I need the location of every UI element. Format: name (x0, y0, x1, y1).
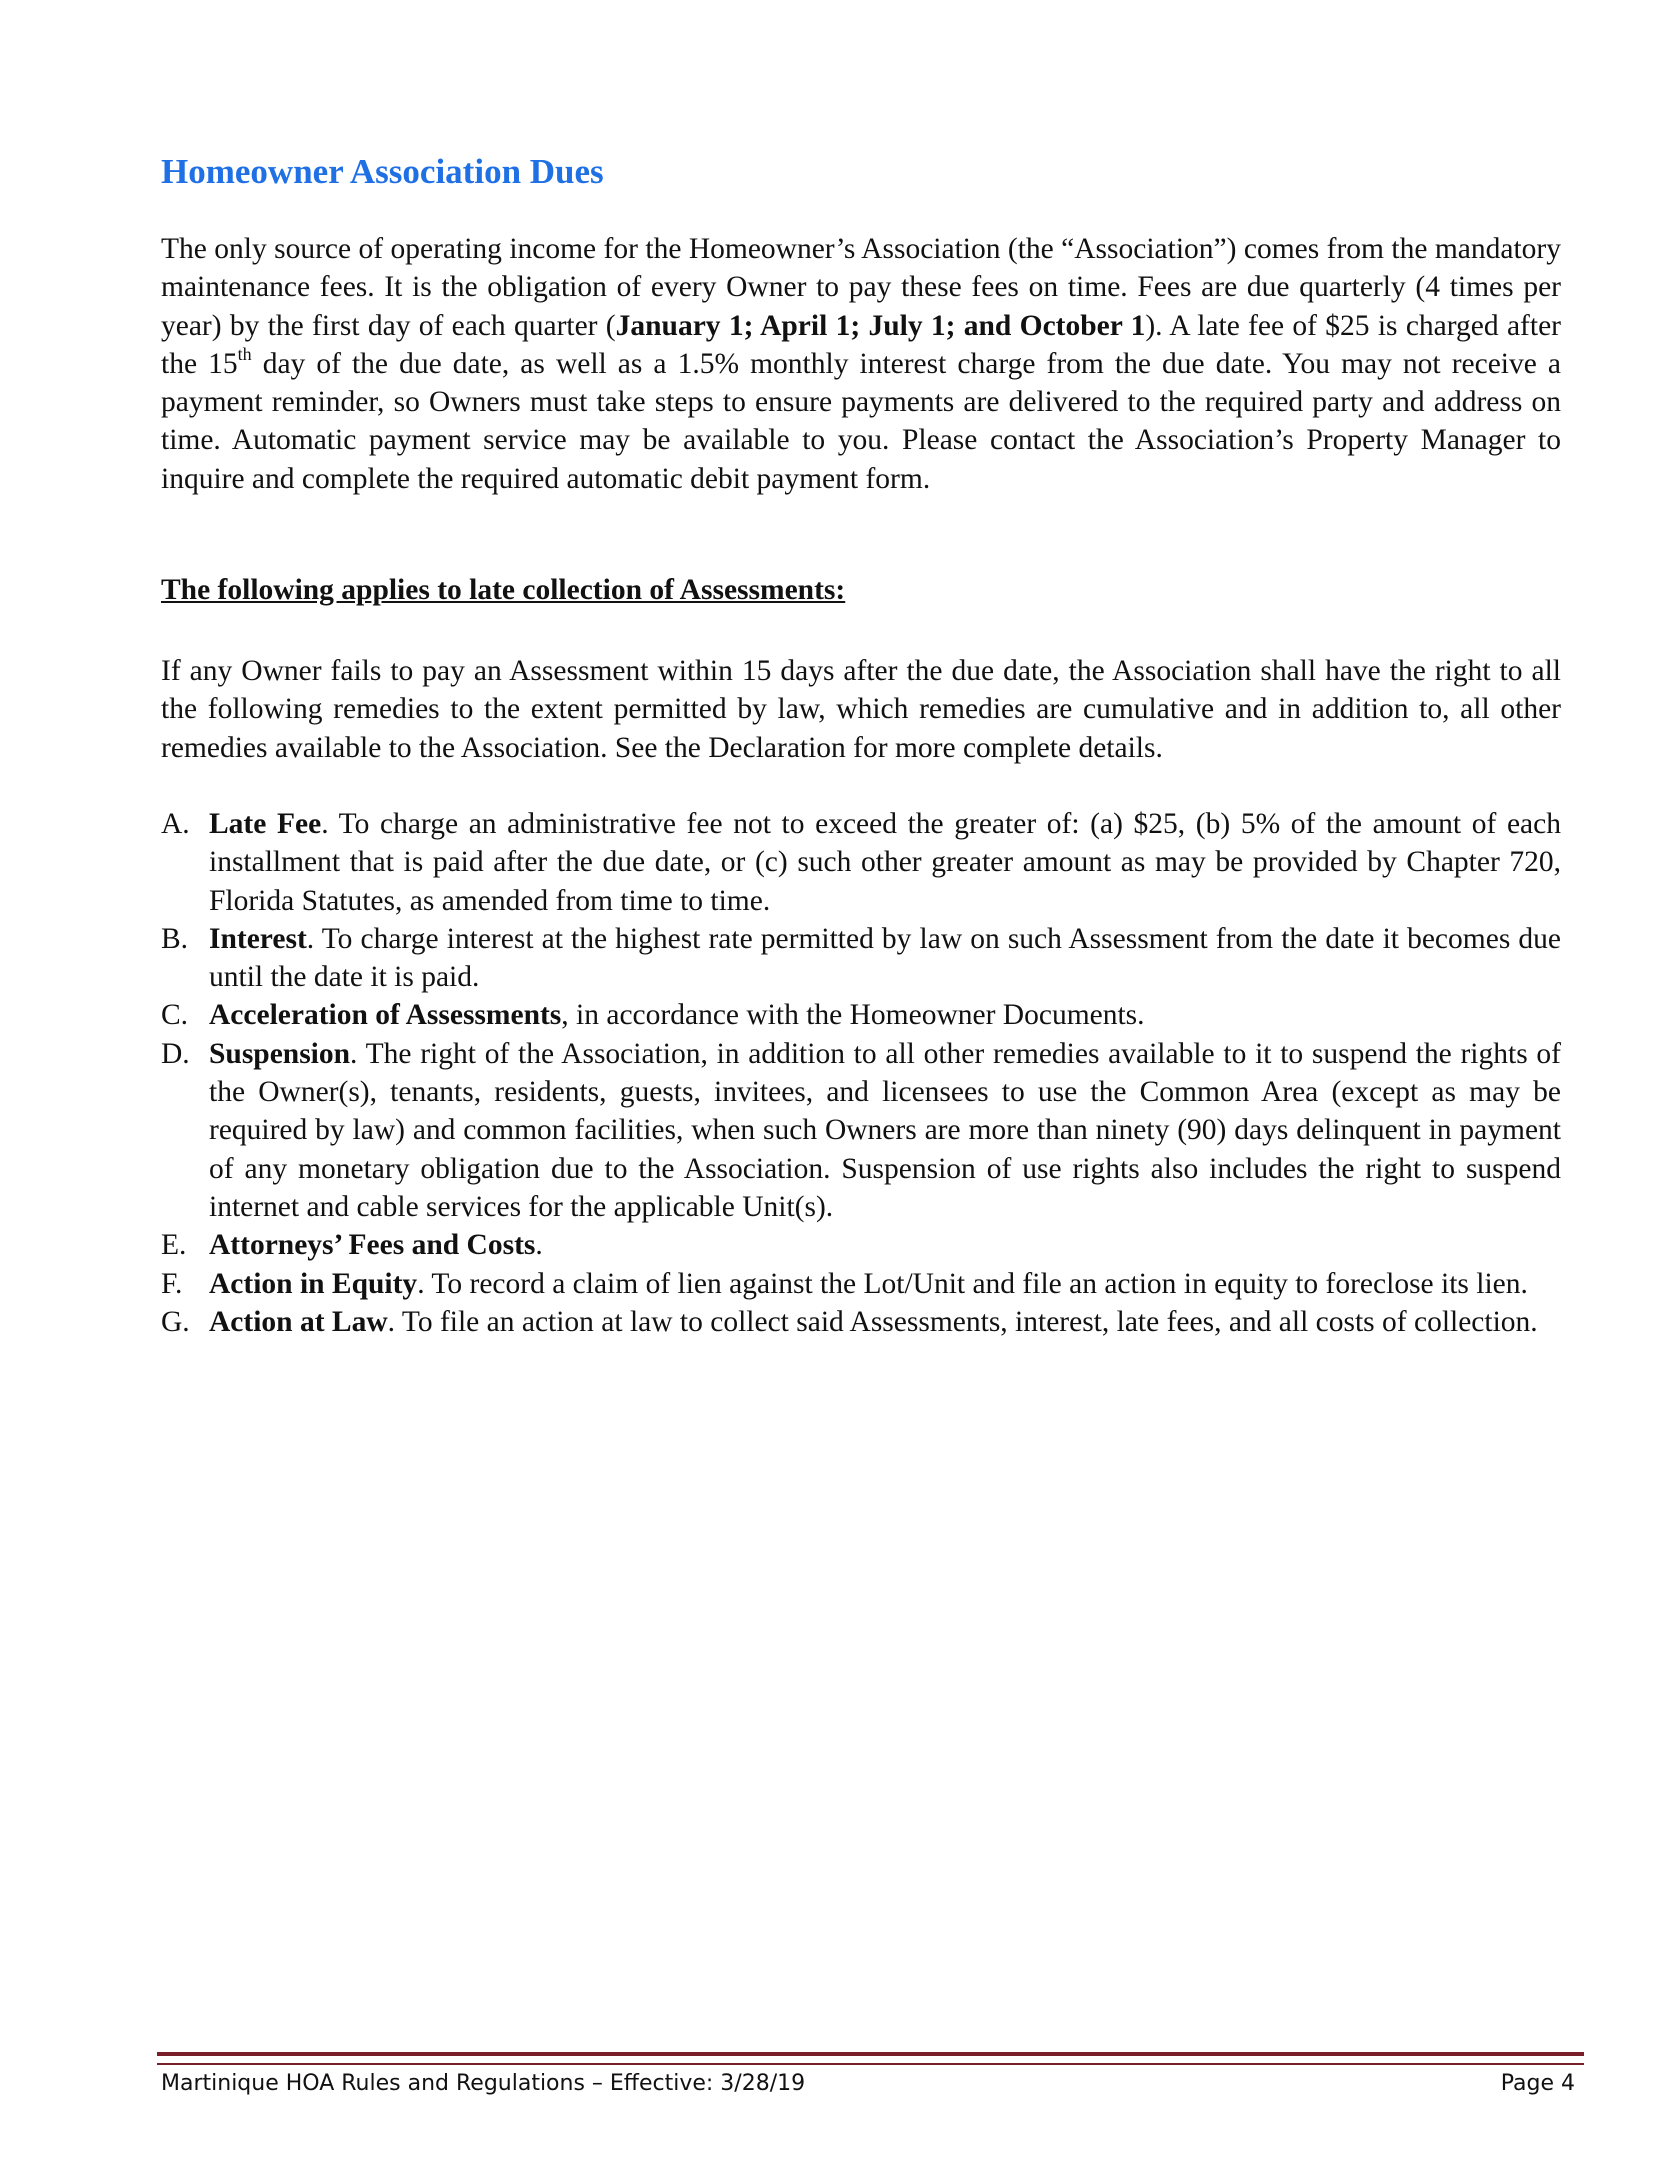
list-item-text: . To file an action at law to collect said Assessments, interest, late fees, and all costs of collection. (387, 1305, 1538, 1338)
intro-paragraph (161, 230, 1561, 498)
remedies-list (161, 805, 1561, 1341)
list-item-text: . To record a claim of lien against the Lot/Unit and file an action in equity to foreclose its lien. (417, 1267, 1528, 1300)
list-item-letter: D. (161, 1037, 190, 1070)
list-item (161, 1035, 1561, 1226)
due-dates: January 1; April 1; July 1; and October 1 (615, 309, 1146, 342)
section-title: Homeowner Association Dues (161, 152, 604, 191)
list-item-text: . (535, 1229, 543, 1262)
list-item-letter: G. (161, 1305, 190, 1338)
list-item-term: Suspension (209, 1037, 351, 1070)
footer-document-title: Martinique HOA Rules and Regulations – Effective: 3/28/19 (161, 2071, 806, 2096)
list-item-text: . The right of the Association, in addition to all other remedies available to it to suspend the rights of the Owner(s), tenants, residents, guests, invitees, and licensees to use the Common Area (except as may be required by law) and common facilities, when such Owners are more than ninety (90) days delinquent in payment of any monetary obligation due to the Association. Suspension of use rights also includes the right to suspend internet and cable services for the applicable Unit(s). (209, 1037, 1561, 1223)
list-item-text: , in accordance with the Homeowner Documents. (561, 999, 1145, 1032)
list-item (161, 805, 1561, 920)
intro-text-3: day of the due date, as well as a 1.5% monthly interest charge from the due date. You may not receive a payment reminder, so Owners must take steps to ensure payments are delivered to the required party and address on time. Automatic payment service may be available to you. Please contact the Association’s Property Manager to inquire and complete the required automatic debit payment form. (161, 347, 1561, 495)
list-item-text: . To charge an administrative fee not to exceed the greater of: (a) $25, (b) 5% of the amount of each installment that is paid after the due date, or (c) such other greater amount as may be provided by Chapter 720, Florida Statutes, as amended from time to time. (209, 808, 1561, 917)
list-item-term: Acceleration of Assessments (209, 999, 562, 1032)
list-item-term: Action in Equity (209, 1267, 418, 1300)
list-item-letter: B. (161, 922, 189, 955)
list-item (161, 1303, 1561, 1341)
list-item-term: Interest (209, 922, 307, 955)
intro-text-2: ). A late fee of $25 is charged after the 15 (161, 309, 1561, 380)
intro-text-1: The only source of operating income for the Homeowner’s Association (the “Association”) comes from the mandatory maintenance fees. It is the obligation of every Owner to pay these fees on time. Fees are due quarterly (4 times per year) by the first day of each quarter ( (161, 233, 1561, 342)
list-item-term: Action at Law (209, 1305, 388, 1338)
list-item (161, 996, 1561, 1034)
list-item (161, 1226, 1561, 1264)
list-item-letter: C. (161, 999, 189, 1032)
page-number: Page 4 (1500, 2071, 1575, 2096)
list-item (161, 1265, 1561, 1303)
list-item-letter: A. (161, 808, 190, 840)
list-item-term: Late Fee (209, 808, 322, 840)
remedies-intro-paragraph: If any Owner fails to pay an Assessment within 15 days after the due date, the Association shall have the right to all the following remedies to the extent permitted by law, which remedies are cumulative and in addition to, all other remedies available to the Association. See the Declaration for more complete details. (161, 655, 1561, 764)
list-item-letter: F. (161, 1267, 183, 1300)
list-item-letter: E. (161, 1229, 187, 1262)
late-collection-heading: The following applies to late collection of Assessments: (161, 574, 846, 606)
footer-divider (157, 2052, 1584, 2065)
list-item (161, 920, 1561, 997)
ordinal-superscript: th (237, 344, 252, 365)
list-item-text: . To charge interest at the highest rate permitted by law on such Assessment from the date it becomes due until the date it is paid. (209, 922, 1561, 994)
list-item-term: Attorneys’ Fees and Costs (209, 1229, 536, 1262)
